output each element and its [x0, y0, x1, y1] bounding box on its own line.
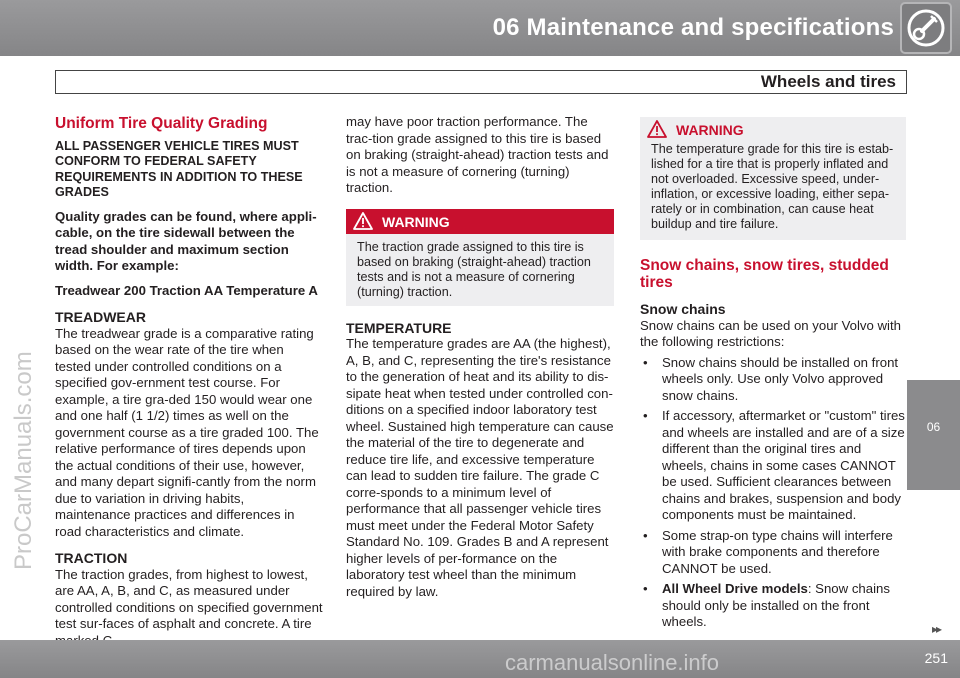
warning-triangle-icon [353, 212, 373, 230]
list-item-text: If accessory, aftermarket or "custom" tires and wheels are installed and are of a size different than the original tires and wheels, chains in some cases CANNOT be used. Sufficient clearances between chains and brakes, suspension and body components must be maintained. [662, 408, 905, 522]
bottom-watermark: carmanualsonline.info [505, 650, 720, 675]
chapter-side-tab [907, 380, 960, 490]
warning-label: WARNING [382, 213, 450, 230]
page-footer [0, 640, 960, 678]
column-2 [346, 114, 614, 600]
caps-intro: ALL PASSENGER VEHICLE TIRES MUST CONFORM TO FEDERAL SAFETY REQUIREMENTS IN ADDITION TO THESE GRADES [55, 138, 303, 199]
temperature-heading: TEMPERATURE [346, 319, 452, 336]
snow-chains-subheading: Snow chains [640, 301, 726, 317]
warning-header [640, 117, 906, 142]
list-item [640, 355, 906, 405]
bullet-icon: • [643, 354, 648, 370]
traction-continued-text: may have poor traction performance. The trac-tion grade assigned to this tire is based on braking (straight-ahead) traction tests and is not a measure of cornering (turning) traction. [346, 114, 609, 195]
temperature-text: The temperature grades are AA (the highest), A, B, and C, representing the tire's resistance to the generation of heat and its ability to dis-sipate heat when tested under controlled con-ditions on a specified indoor laboratory test wheel. Sustained high temperature can cause the material of the tire to degenerate and reduce tire life, and excessive temperature can lead to sudden tire failure. The grade C corre-sponds to a minimum level of performance that all passenger vehicle tires must meet under the Federal Motor Safety Standard No. 109. Grades B and A represent higher levels of per-formance on the laboratory test wheel than the minimum required by law. [346, 336, 614, 599]
list-item-text: Snow chains should be installed on front wheels only. Use only Volvo approved snow chains. [662, 354, 899, 403]
snow-chains-list [640, 355, 906, 631]
list-item-bold-text: All Wheel Drive models [662, 581, 808, 596]
section-title: Wheels and tires [760, 72, 896, 91]
warning-text: The temperature grade for this tire is estab-lished for a tire that is properly inflated and not overloaded. Excessive speed, under-inflation, or excessive loading, either sepa-rately or in combination, can cause heat buildup and tire failure. [651, 142, 894, 231]
bullet-icon: • [643, 581, 648, 596]
treadwear-heading: TREADWEAR [55, 309, 146, 325]
wrench-gear-icon [900, 2, 952, 54]
temperature-warning-box [640, 117, 906, 240]
section-header-bar [55, 70, 907, 94]
treadwear-text: The treadwear grade is a comparative rating based on the wear rate of the tire when tested under controlled conditions on a specified gov-ernment test course. For example, a tire gra-ded 150 would wear one and one half (1 1/2) times as well on the government course as a tire graded 100. The relative performance of tires depends upon the actual conditions of their use, however, and many depart signifi-cantly from the norm due to variation in driving habits, maintenance practices and differences in road characteristics and climate. [55, 325, 319, 539]
page-header [0, 0, 960, 56]
list-item-text: Some strap-on type chains will interfere with brake components and therefore CANNOT be used. [662, 527, 893, 576]
quality-grades-paragraph: Quality grades can be found, where appli-cable, on the tire sidewall between the tread shoulder and maximum section width. For example: [55, 208, 317, 273]
traction-warning-box [346, 209, 614, 306]
column-3 [640, 117, 906, 635]
traction-text: The traction grades, from highest to lowest, are AA, A, B, and C, as measured under controlled conditions on specified government test sur-faces of asphalt and concrete. A tire [55, 566, 323, 631]
warning-label: WARNING [676, 122, 744, 138]
warning-triangle-icon [647, 120, 667, 138]
chapter-title: 06 Maintenance and specifications [492, 14, 894, 41]
list-item-text: : Snow chains should only be installed on the front wheels. [662, 581, 890, 629]
grade-example: Treadwear 200 Traction AA Temperature A [55, 282, 318, 298]
bullet-icon: • [643, 527, 648, 543]
list-item [640, 528, 906, 578]
uniform-tire-heading: Uniform Tire Quality Grading [55, 115, 268, 132]
warning-text: The traction grade assigned to this tire is based on braking (straight-ahead) traction tests and is not a measure of cornering (turning) traction. [357, 239, 591, 299]
snow-chains-intro: Snow chains can be used on your Volvo with the following restrictions: [640, 317, 901, 349]
left-watermark: ProCarManuals.com [10, 351, 37, 570]
snow-chains-section-heading: Snow chains, snow tires, studded tires [640, 257, 889, 291]
traction-heading: TRACTION [55, 550, 128, 566]
list-item [640, 408, 906, 524]
bullet-icon: • [643, 408, 648, 423]
page-number: 251 [924, 650, 948, 666]
warning-header [346, 209, 614, 234]
chapter-side-tab-label: 06 [926, 420, 941, 434]
next-page-arrows-icon: ▸▸ [931, 622, 940, 636]
list-item [640, 581, 906, 631]
column-1 [55, 116, 323, 649]
